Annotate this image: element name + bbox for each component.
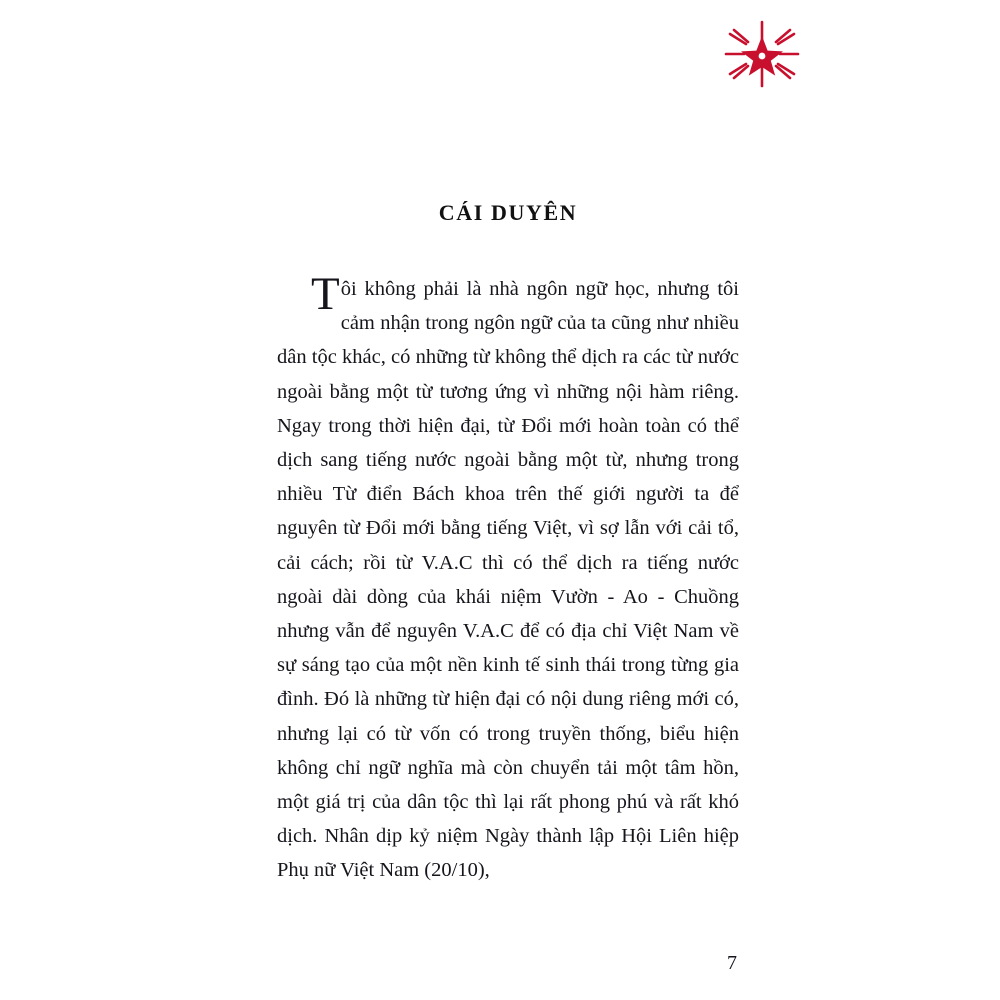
text-column <box>277 200 739 888</box>
body-paragraph <box>277 268 739 888</box>
drop-cap: T <box>311 268 340 320</box>
chapter-title: CÁI DUYÊN <box>438 200 578 225</box>
paragraph-text: ôi không phải là nhà ngôn ngữ học, nhưng tôi cảm nhận trong ngôn ngữ của ta cũng như nhiều dân tộc khác, có những từ không thể dịch ra các từ nước ngoài bằng một từ tương ứng vì những nội hàm riêng. Ngay trong thời hiện đại, từ Đổi mới hoàn toàn có thể dịch sang tiếng nước ngoài bằng một từ, nhưng trong nhiều Từ điển Bách khoa trên thế giới người ta để nguyên từ Đổi mới bằng tiếng Việt, vì sợ lẫn với cải tổ, cải cách; rồi từ V.A.C thì có thể dịch ra tiếng nước ngoài dài dòng của khái niệm Vườn - Ao - Chuồng nhưng vẫn để nguyên V.A.C để có địa chỉ Việt Nam về sự sáng tạo của một nền kinh tế sinh thái trong từng gia đình. Đó là những từ hiện đại có nội dung riêng mới có, nhưng lại có từ vốn có trong truyền thống, biểu hiện không chỉ ngữ nghĩa mà còn chuyển tải một tâm hồn, một giá trị của dân tộc thì lại rất phong phú và rất khó dịch. Nhân dịp kỷ niệm Ngày thành lập Hội Liên hiệp Phụ nữ Việt Nam (20/10), <box>277 278 739 882</box>
page-number-value: 7 <box>727 952 737 974</box>
publisher-star-emblem-icon <box>720 18 804 90</box>
page-number <box>0 952 1000 975</box>
